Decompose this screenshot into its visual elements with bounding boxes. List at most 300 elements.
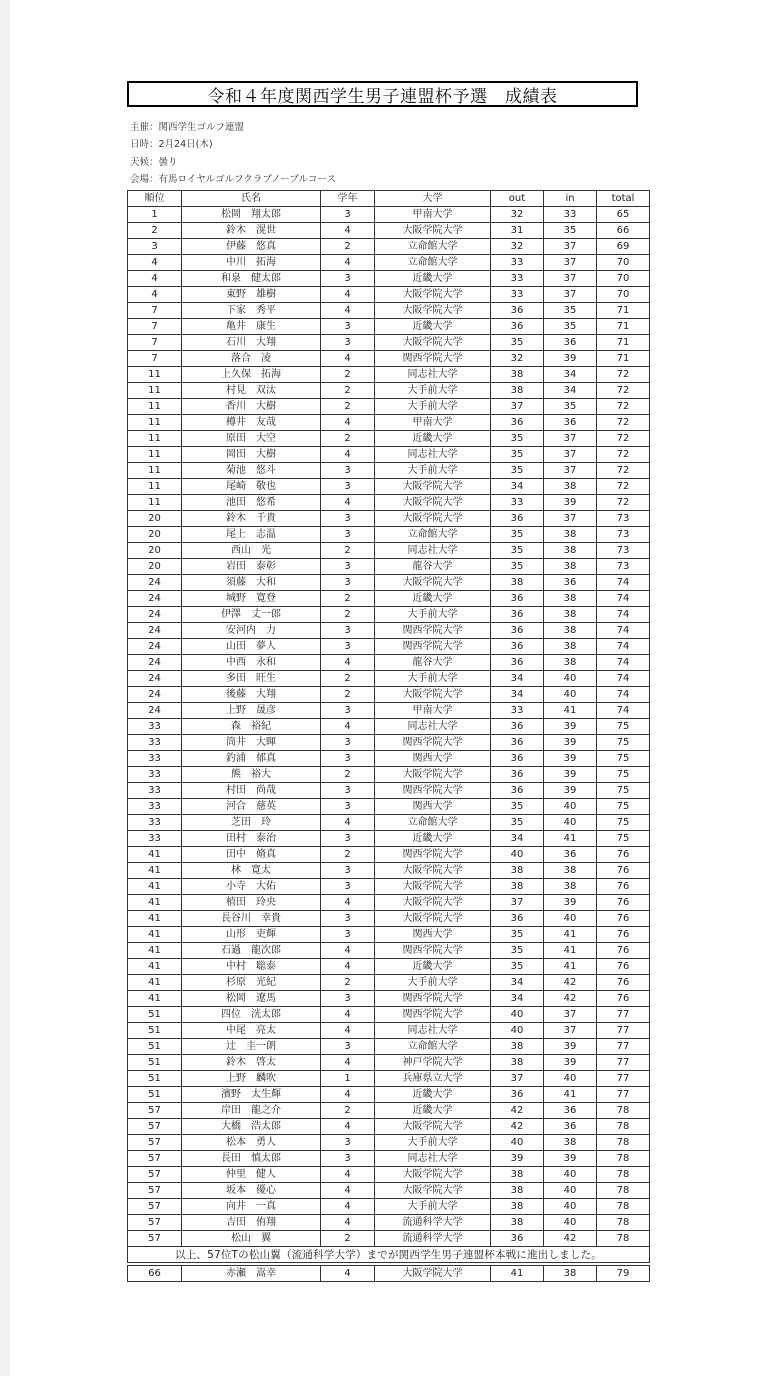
cell-rank: 4: [128, 271, 182, 287]
table-row: [128, 239, 650, 255]
cell-name: 下家 秀平: [182, 303, 321, 319]
cell-out: 36: [491, 623, 544, 639]
cell-rank: 57: [128, 1103, 182, 1119]
table-row: [128, 431, 650, 447]
cell-out: 33: [491, 703, 544, 719]
cell-total: 78: [597, 1135, 650, 1151]
cell-in: 37: [544, 239, 597, 255]
cell-university: 立命館大学: [375, 815, 491, 831]
cell-in: 36: [544, 335, 597, 351]
cell-name: 釣浦 郁真: [182, 751, 321, 767]
cell-grade: 2: [321, 607, 375, 623]
cell-name: 原田 大空: [182, 431, 321, 447]
cell-grade: 2: [321, 1231, 375, 1247]
cell-out: 38: [491, 1039, 544, 1055]
cell-grade: 4: [321, 1023, 375, 1039]
cell-name: 東野 雄樹: [182, 287, 321, 303]
cell-grade: 4: [321, 1007, 375, 1023]
cell-total: 74: [597, 703, 650, 719]
cell-out: 38: [491, 1167, 544, 1183]
cell-name: 松山 翼: [182, 1231, 321, 1247]
cell-grade: 3: [321, 991, 375, 1007]
cell-rank: 57: [128, 1135, 182, 1151]
cell-university: 大手前大学: [375, 975, 491, 991]
cell-in: 41: [544, 1087, 597, 1103]
cell-in: 39: [544, 767, 597, 783]
cell-name: 松岡 翔太郎: [182, 207, 321, 223]
cell-out: 33: [491, 495, 544, 511]
cell-total: 72: [597, 447, 650, 463]
cell-rank: 57: [128, 1151, 182, 1167]
cell-university: 同志社大学: [375, 1023, 491, 1039]
cell-university: 近畿大学: [375, 959, 491, 975]
cell-grade: 4: [321, 895, 375, 911]
cell-university: 関西学院大学: [375, 991, 491, 1007]
table-row: [128, 607, 650, 623]
cell-rank: 33: [128, 719, 182, 735]
cell-in: 40: [544, 1183, 597, 1199]
cell-in: 36: [544, 1103, 597, 1119]
cell-university: 流通科学大学: [375, 1215, 491, 1231]
footer-section: [128, 1247, 650, 1282]
cell-total: 74: [597, 671, 650, 687]
venue-line: 会場：有馬ロイヤルゴルフクラブノーブルコース: [130, 173, 336, 185]
cell-total: 75: [597, 831, 650, 847]
cell-total: 76: [597, 879, 650, 895]
cell-total: 71: [597, 335, 650, 351]
cell-rank: 20: [128, 511, 182, 527]
cell-university: 関西大学: [375, 927, 491, 943]
cell-in: 40: [544, 1215, 597, 1231]
table-row: [128, 479, 650, 495]
cell-in: 42: [544, 1231, 597, 1247]
cell-in: 39: [544, 1039, 597, 1055]
cell-rank: 57: [128, 1119, 182, 1135]
cell-name: 林 寛太: [182, 863, 321, 879]
cell-out: 36: [491, 655, 544, 671]
cell-grade: 4: [321, 1055, 375, 1071]
cell-total: 72: [597, 431, 650, 447]
cell-university: 大阪学院大学: [375, 863, 491, 879]
cell-in: 39: [544, 719, 597, 735]
table-row: [128, 1103, 650, 1119]
header-row: [128, 191, 650, 207]
cell-out: 38: [491, 863, 544, 879]
cell-name: 岩田 泰彰: [182, 559, 321, 575]
cell-in: 39: [544, 1151, 597, 1167]
cell-university: 近畿大学: [375, 431, 491, 447]
cell-university: 関西学院大学: [375, 623, 491, 639]
cell-out: 34: [491, 831, 544, 847]
cell-out: 41: [491, 1266, 544, 1282]
table-row: [128, 783, 650, 799]
cell-out: 36: [491, 511, 544, 527]
cell-university: 立命館大学: [375, 255, 491, 271]
cell-total: 73: [597, 543, 650, 559]
cell-total: 71: [597, 319, 650, 335]
cell-rank: 57: [128, 1199, 182, 1215]
cell-in: 41: [544, 943, 597, 959]
cell-out: 33: [491, 271, 544, 287]
cell-in: 40: [544, 1071, 597, 1087]
cell-university: 大阪学院大学: [375, 287, 491, 303]
cell-grade: 2: [321, 431, 375, 447]
cell-university: 龍谷大学: [375, 655, 491, 671]
cell-total: 66: [597, 223, 650, 239]
cell-grade: 3: [321, 879, 375, 895]
cell-grade: 3: [321, 783, 375, 799]
cell-rank: 33: [128, 799, 182, 815]
cell-total: 79: [597, 1266, 650, 1282]
cell-rank: 33: [128, 735, 182, 751]
cell-total: 72: [597, 415, 650, 431]
table-row: [128, 943, 650, 959]
cell-rank: 4: [128, 287, 182, 303]
cell-total: 75: [597, 799, 650, 815]
cell-in: 36: [544, 575, 597, 591]
cell-rank: 11: [128, 495, 182, 511]
cell-university: 関西学院大学: [375, 639, 491, 655]
cell-out: 40: [491, 847, 544, 863]
cell-total: 77: [597, 1039, 650, 1055]
cell-name: 鈴木 啓太: [182, 1055, 321, 1071]
cell-total: 75: [597, 735, 650, 751]
cell-university: 関西学院大学: [375, 783, 491, 799]
cell-grade: 3: [321, 335, 375, 351]
cell-grade: 3: [321, 207, 375, 223]
cell-grade: 2: [321, 1103, 375, 1119]
cell-university: 龍谷大学: [375, 559, 491, 575]
date-line: 日時：2月24日(木): [130, 139, 213, 151]
table-row: [128, 1119, 650, 1135]
cell-name: 多田 旺生: [182, 671, 321, 687]
header-out: out: [491, 191, 544, 207]
cell-university: 大阪学院大学: [375, 575, 491, 591]
cell-university: 関西学院大学: [375, 943, 491, 959]
cell-total: 74: [597, 639, 650, 655]
table-row: [128, 751, 650, 767]
cell-name: 中西 永和: [182, 655, 321, 671]
cell-university: 関西学院大学: [375, 847, 491, 863]
cell-name: 後藤 大翔: [182, 687, 321, 703]
cell-total: 77: [597, 1087, 650, 1103]
cell-grade: 3: [321, 831, 375, 847]
cell-grade: 3: [321, 479, 375, 495]
table-row: [128, 1071, 650, 1087]
cell-total: 77: [597, 1023, 650, 1039]
cell-out: 40: [491, 1135, 544, 1151]
cell-name: 中川 拓海: [182, 255, 321, 271]
cell-university: 大手前大学: [375, 383, 491, 399]
cell-rank: 57: [128, 1183, 182, 1199]
cell-grade: 3: [321, 927, 375, 943]
cell-in: 38: [544, 479, 597, 495]
cell-university: 関西学院大学: [375, 351, 491, 367]
table-row: [128, 1183, 650, 1199]
cell-grade: 2: [321, 591, 375, 607]
cell-grade: 3: [321, 863, 375, 879]
cell-university: 大阪学院大学: [375, 335, 491, 351]
cell-out: 36: [491, 319, 544, 335]
cell-name: 和泉 健太郎: [182, 271, 321, 287]
cell-university: 大阪学院大学: [375, 1119, 491, 1135]
cell-university: 大阪学院大学: [375, 223, 491, 239]
cell-out: 34: [491, 991, 544, 1007]
cell-name: 芝田 玲: [182, 815, 321, 831]
results-body: [128, 207, 650, 1247]
cell-total: 70: [597, 271, 650, 287]
cell-university: 大阪学院大学: [375, 879, 491, 895]
table-row: [128, 703, 650, 719]
cell-grade: 3: [321, 623, 375, 639]
cell-university: 関西大学: [375, 751, 491, 767]
table-row: [128, 591, 650, 607]
cell-in: 39: [544, 495, 597, 511]
cell-grade: 3: [321, 911, 375, 927]
cell-rank: 33: [128, 783, 182, 799]
cell-out: 36: [491, 751, 544, 767]
cell-in: 36: [544, 847, 597, 863]
cell-grade: 2: [321, 239, 375, 255]
cell-grade: 2: [321, 383, 375, 399]
qualifier-note-row: [128, 1247, 650, 1263]
cell-out: 35: [491, 959, 544, 975]
table-row: [128, 927, 650, 943]
cell-grade: 2: [321, 543, 375, 559]
cell-rank: 24: [128, 607, 182, 623]
cell-in: 37: [544, 511, 597, 527]
cell-university: 立命館大学: [375, 527, 491, 543]
cell-rank: 51: [128, 1023, 182, 1039]
cell-out: 36: [491, 591, 544, 607]
cell-name: 田中 脩真: [182, 847, 321, 863]
cell-in: 34: [544, 383, 597, 399]
cell-name: 村田 尚哉: [182, 783, 321, 799]
cell-grade: 3: [321, 703, 375, 719]
cell-out: 35: [491, 559, 544, 575]
table-row: [128, 831, 650, 847]
cell-in: 40: [544, 799, 597, 815]
cell-name: 四位 洸太郎: [182, 1007, 321, 1023]
cell-out: 36: [491, 911, 544, 927]
cell-name: 上野 麟吹: [182, 1071, 321, 1087]
cell-total: 76: [597, 927, 650, 943]
cell-total: 76: [597, 959, 650, 975]
cell-rank: 41: [128, 991, 182, 1007]
cell-grade: 4: [321, 223, 375, 239]
cell-in: 37: [544, 447, 597, 463]
table-row: [128, 623, 650, 639]
cell-in: 33: [544, 207, 597, 223]
table-row: [128, 223, 650, 239]
cell-rank: 24: [128, 591, 182, 607]
cell-grade: 4: [321, 719, 375, 735]
cell-grade: 3: [321, 1151, 375, 1167]
cell-name: 中尾 亮太: [182, 1023, 321, 1039]
extra-row: [128, 1266, 650, 1282]
cell-rank: 24: [128, 687, 182, 703]
cell-out: 35: [491, 431, 544, 447]
cell-university: 同志社大学: [375, 447, 491, 463]
table-row: [128, 895, 650, 911]
table-row: [128, 815, 650, 831]
cell-rank: 57: [128, 1167, 182, 1183]
cell-in: 36: [544, 1119, 597, 1135]
cell-out: 36: [491, 719, 544, 735]
cell-name: 石川 大翔: [182, 335, 321, 351]
cell-total: 78: [597, 1231, 650, 1247]
cell-total: 65: [597, 207, 650, 223]
cell-in: 35: [544, 223, 597, 239]
cell-rank: 57: [128, 1215, 182, 1231]
cell-rank: 20: [128, 559, 182, 575]
cell-out: 33: [491, 287, 544, 303]
cell-in: 35: [544, 303, 597, 319]
cell-grade: 4: [321, 943, 375, 959]
cell-name: 仲里 健人: [182, 1167, 321, 1183]
table-row: [128, 1215, 650, 1231]
cell-in: 38: [544, 655, 597, 671]
cell-rank: 20: [128, 543, 182, 559]
header-in: in: [544, 191, 597, 207]
cell-out: 38: [491, 879, 544, 895]
cell-in: 38: [544, 591, 597, 607]
cell-in: 40: [544, 687, 597, 703]
cell-rank: 51: [128, 1055, 182, 1071]
cell-grade: 4: [321, 1215, 375, 1231]
cell-university: 流通科学大学: [375, 1231, 491, 1247]
cell-grade: 2: [321, 399, 375, 415]
cell-total: 69: [597, 239, 650, 255]
cell-university: 大阪学院大学: [375, 511, 491, 527]
table-row: [128, 1167, 650, 1183]
cell-out: 35: [491, 543, 544, 559]
table-row: [128, 975, 650, 991]
cell-total: 76: [597, 975, 650, 991]
cell-grade: 3: [321, 271, 375, 287]
cell-university: 大阪学院大学: [375, 1167, 491, 1183]
cell-university: 立命館大学: [375, 1039, 491, 1055]
cell-in: 38: [544, 543, 597, 559]
cell-grade: 4: [321, 1199, 375, 1215]
cell-name: 赤瀬 嵩幸: [182, 1266, 321, 1282]
cell-out: 38: [491, 1215, 544, 1231]
cell-name: 森 裕紀: [182, 719, 321, 735]
table-row: [128, 767, 650, 783]
cell-name: 亀井 康生: [182, 319, 321, 335]
cell-rank: 41: [128, 895, 182, 911]
cell-out: 34: [491, 975, 544, 991]
cell-out: 34: [491, 671, 544, 687]
cell-rank: 41: [128, 927, 182, 943]
cell-name: 向井 一真: [182, 1199, 321, 1215]
table-row: [128, 1199, 650, 1215]
cell-grade: 4: [321, 1087, 375, 1103]
cell-total: 72: [597, 463, 650, 479]
cell-grade: 2: [321, 847, 375, 863]
table-row: [128, 799, 650, 815]
cell-total: 70: [597, 287, 650, 303]
cell-name: 菊池 悠斗: [182, 463, 321, 479]
cell-university: 関西大学: [375, 799, 491, 815]
cell-out: 32: [491, 239, 544, 255]
cell-university: 大手前大学: [375, 463, 491, 479]
table-row: [128, 911, 650, 927]
cell-name: 松本 勇人: [182, 1135, 321, 1151]
left-margin-strip: [0, 0, 10, 1376]
cell-in: 37: [544, 431, 597, 447]
cell-university: 関西学院大学: [375, 735, 491, 751]
table-row: [128, 655, 650, 671]
cell-total: 77: [597, 1007, 650, 1023]
cell-name: 山田 夢人: [182, 639, 321, 655]
table-row: [128, 863, 650, 879]
table-row: [128, 351, 650, 367]
cell-name: 坂本 優心: [182, 1183, 321, 1199]
cell-total: 70: [597, 255, 650, 271]
table-row: [128, 991, 650, 1007]
cell-grade: 3: [321, 527, 375, 543]
cell-rank: 7: [128, 303, 182, 319]
cell-name: 伊澤 丈一郎: [182, 607, 321, 623]
cell-rank: 11: [128, 367, 182, 383]
cell-rank: 51: [128, 1087, 182, 1103]
cell-in: 37: [544, 463, 597, 479]
table-row: [128, 367, 650, 383]
cell-total: 71: [597, 303, 650, 319]
event-info: [130, 119, 336, 188]
cell-total: 75: [597, 719, 650, 735]
cell-grade: 3: [321, 559, 375, 575]
cell-rank: 51: [128, 1071, 182, 1087]
cell-out: 35: [491, 447, 544, 463]
cell-in: 41: [544, 927, 597, 943]
cell-out: 31: [491, 223, 544, 239]
cell-total: 78: [597, 1167, 650, 1183]
cell-in: 39: [544, 1055, 597, 1071]
cell-name: 河合 慈英: [182, 799, 321, 815]
cell-out: 36: [491, 607, 544, 623]
cell-out: 37: [491, 895, 544, 911]
cell-rank: 3: [128, 239, 182, 255]
cell-name: 落合 凌: [182, 351, 321, 367]
cell-university: 甲南大学: [375, 703, 491, 719]
cell-name: 村見 双汰: [182, 383, 321, 399]
cell-grade: 4: [321, 1183, 375, 1199]
cell-name: 上野 晟彦: [182, 703, 321, 719]
cell-in: 38: [544, 623, 597, 639]
cell-rank: 41: [128, 863, 182, 879]
cell-university: 大阪学院大学: [375, 767, 491, 783]
cell-grade: 4: [321, 959, 375, 975]
cell-name: 熊 裕大: [182, 767, 321, 783]
header-rank: 順位: [128, 191, 182, 207]
cell-university: 大阪学院大学: [375, 479, 491, 495]
cell-university: 同志社大学: [375, 719, 491, 735]
cell-in: 42: [544, 975, 597, 991]
cell-university: 大阪学院大学: [375, 895, 491, 911]
cell-grade: 4: [321, 495, 375, 511]
cell-grade: 3: [321, 735, 375, 751]
cell-grade: 4: [321, 1119, 375, 1135]
table-row: [128, 511, 650, 527]
cell-name: 長谷川 幸貴: [182, 911, 321, 927]
cell-grade: 2: [321, 767, 375, 783]
cell-total: 76: [597, 991, 650, 1007]
cell-name: 池田 悠希: [182, 495, 321, 511]
cell-in: 41: [544, 831, 597, 847]
cell-total: 75: [597, 815, 650, 831]
